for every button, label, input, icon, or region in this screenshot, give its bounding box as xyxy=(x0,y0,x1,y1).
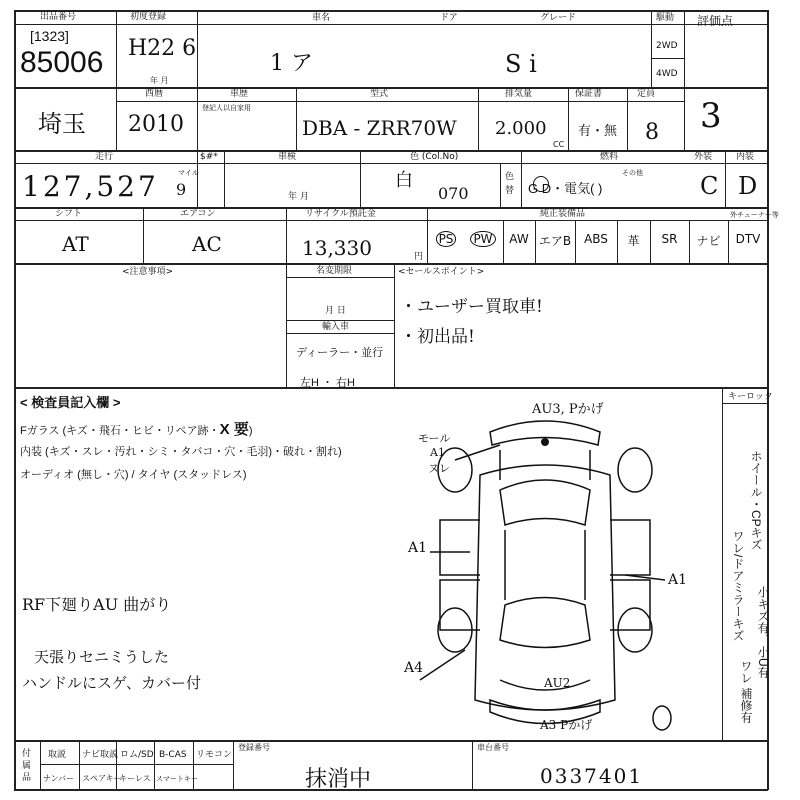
equip-pw: PW xyxy=(466,232,500,246)
reg-no-value: 抹消中 xyxy=(305,767,372,792)
drive-4wd: 4WD xyxy=(656,69,678,79)
capacity-label: 定員 xyxy=(637,89,656,99)
shift-value: AT xyxy=(62,232,89,256)
diagram-bottom-au2: AU2 xyxy=(544,676,571,690)
ac-value: AC xyxy=(192,232,222,256)
drive-2wd: 2WD xyxy=(656,41,678,51)
interior-value: D xyxy=(738,172,758,200)
sh-label: $#* xyxy=(200,152,218,162)
vin-value: 0337401 xyxy=(540,764,644,788)
lot-label: 出品番号 xyxy=(40,12,77,22)
yen-unit: 円 xyxy=(414,252,424,262)
diagram-a1-sub: ヌレ xyxy=(428,462,450,475)
car-name-value: 1 ア xyxy=(270,51,313,76)
damage-arrow-top xyxy=(455,445,500,460)
note-steering: ハンドルにスゲ、カバー付 xyxy=(22,674,201,692)
year-value: 2010 xyxy=(128,112,184,137)
note-underbody: RF下廻りAU 曲がり xyxy=(22,595,172,614)
dealer-parallel: ディーラー・並行 xyxy=(296,347,384,359)
score-value: 3 xyxy=(700,96,722,136)
year-month: 年 月 xyxy=(150,76,169,85)
glass-line: Fガラス (キズ・飛石・ヒビ・リペア跡・X 要) xyxy=(20,421,253,438)
inspector-title: < 検査員記入欄 > xyxy=(20,395,121,410)
diagram-left-a4: A4 xyxy=(404,660,424,676)
history-sub: 登記人以自家用 xyxy=(202,104,251,112)
handle-side: 左H ・ 右H xyxy=(300,377,355,389)
diagram-bottom-a3: A3 Pかげ xyxy=(540,718,593,732)
exterior-value: C xyxy=(700,172,719,200)
key-lock-label: キーロック xyxy=(728,392,773,402)
drive-label: 駆動 xyxy=(656,13,675,23)
side-note-1: ホイール・CPキズ xyxy=(749,450,763,551)
model-label: 型式 xyxy=(370,89,389,99)
rear-window xyxy=(500,480,590,525)
import-label: 輸入車 xyxy=(322,322,350,332)
acc-bcas: B-CAS xyxy=(159,750,187,760)
displacement-label: 排気量 xyxy=(505,89,533,99)
mile-small: マイル xyxy=(178,169,199,177)
side-note-3: 小キズ有、小U有 xyxy=(756,586,770,679)
equip-sr: SR xyxy=(661,232,678,246)
model-value: DBA - ZRR70W xyxy=(302,116,457,140)
recycle-label: リサイクル預託金 xyxy=(305,209,376,219)
interior-line: 内装 (キズ・スレ・汚れ・シミ・タバコ・穴・毛羽)・破れ・割れ) xyxy=(20,446,342,458)
inspection-ym: 年 月 xyxy=(288,192,309,202)
mileage-value: 127,527 xyxy=(22,170,159,203)
first-reg-label: 初度登録 xyxy=(130,12,167,22)
marker-dot xyxy=(541,438,549,446)
diagram-mall: モール xyxy=(418,432,451,445)
lot-sub: [1323] xyxy=(30,28,69,44)
history-label: 車歴 xyxy=(230,89,249,99)
acc-navi-manual: ナビ取説 xyxy=(82,750,119,760)
acc-manual: 取説 xyxy=(48,750,67,760)
cc-unit: CC xyxy=(553,140,565,149)
equip-navi: ナビ xyxy=(696,234,721,248)
displacement-value: 2.000 xyxy=(495,118,547,139)
color-value: 白 xyxy=(395,170,413,191)
audio-tire-line: オーディオ (無し・穴) / タイヤ (スタッドレス) xyxy=(20,469,247,481)
fuel-options: G D・電気( ) xyxy=(528,181,603,196)
spare-wheel xyxy=(653,706,671,730)
diagram-right-a1: A1 xyxy=(668,572,688,588)
year-label: 西暦 xyxy=(145,89,164,99)
grade-label: グレード xyxy=(540,13,577,23)
equip-abs: ABS xyxy=(584,232,608,246)
note-headliner: 天張りセニミうした xyxy=(34,648,170,666)
acc-keyless: キーレス xyxy=(119,774,151,783)
acc-rom-sd: ロム/SD xyxy=(120,750,154,760)
lot-number: 85006 xyxy=(20,46,104,79)
mileage-suffix: 9 xyxy=(176,180,187,199)
color-code: 070 xyxy=(438,184,469,203)
vin-label: 車台番号 xyxy=(477,743,509,752)
color-change: 色替 xyxy=(505,172,515,196)
acc-smart-key: スマートキー xyxy=(156,775,198,783)
score-label: 評価点 xyxy=(697,14,734,28)
sales-point-1: ・ユーザー買取車! xyxy=(400,297,543,317)
capacity-value: 8 xyxy=(645,120,659,145)
windshield xyxy=(500,598,590,648)
sales-point-2: ・初出品! xyxy=(400,327,475,347)
region: 埼玉 xyxy=(38,111,86,138)
acc-remote: リモコン xyxy=(196,750,233,760)
reg-no-label: 登録番号 xyxy=(238,743,270,752)
equip-dtv: DTV xyxy=(735,232,761,246)
equipment-extra: 外チューナー等 xyxy=(730,211,779,219)
transfer-md: 月 日 xyxy=(325,306,346,316)
equip-aw: AW xyxy=(509,232,529,246)
diagram-a1-top: A1 xyxy=(430,446,445,459)
equip-leather: 革 xyxy=(627,234,640,248)
diagram-left-a1: A1 xyxy=(408,540,428,556)
warranty-value: 有・無 xyxy=(578,123,618,138)
fuel-label: 燃料 xyxy=(600,152,619,162)
fuel-other: その他 xyxy=(622,169,643,177)
acc-plate: ナンバー xyxy=(43,774,75,783)
door-label: ドア xyxy=(440,13,458,23)
warranty-label: 保証書 xyxy=(575,89,603,99)
car-name-label: 車名 xyxy=(312,13,331,23)
shift-label: シフト xyxy=(55,209,83,219)
inspection-label: 車検 xyxy=(278,152,297,162)
interior-label: 内装 xyxy=(736,152,755,162)
side-note-4: ワレ 補修有 xyxy=(739,660,753,724)
wheel-rear-right xyxy=(618,448,652,492)
color-label: 色 (Col.No) xyxy=(410,152,459,162)
transfer-label: 名変期限 xyxy=(316,266,353,276)
accessories-label: 付属品 xyxy=(22,749,32,783)
car-body xyxy=(475,465,615,710)
acc-spare-key: スペアキー xyxy=(82,774,122,783)
side-note-2: ワレ/ドアミラーキズ xyxy=(731,530,745,642)
ac-label: エアコン xyxy=(180,209,216,219)
equip-ps: PS xyxy=(430,232,462,246)
sales-label: <セールスポイント> xyxy=(398,267,485,277)
equip-airbag: エアB xyxy=(538,234,572,248)
diagram-top-note: AU3, Pかげ xyxy=(532,402,604,417)
equipment-label: 純正装備品 xyxy=(540,209,586,219)
first-reg-value: H22 6 xyxy=(128,36,197,61)
grade-value: S i xyxy=(505,50,537,78)
notes-label: <注意事項> xyxy=(122,267,174,277)
mileage-label: 走行 xyxy=(95,152,114,162)
recycle-value: 13,330 xyxy=(302,236,372,260)
damage-arrow-front-left xyxy=(420,650,465,680)
exterior-label: 外装 xyxy=(694,152,713,162)
